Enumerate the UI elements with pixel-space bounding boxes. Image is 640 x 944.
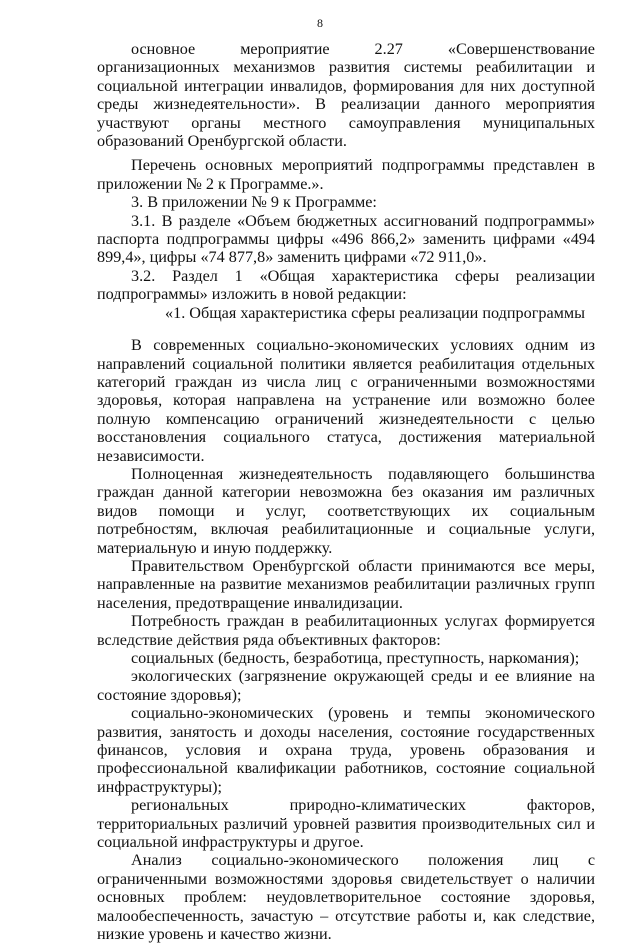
subsection-title: «1. Общая характеристика сферы реализации подпрограммы [165, 303, 586, 322]
document-body [97, 40, 595, 944]
page-number: 8 [317, 16, 323, 30]
paragraph-body-4: Потребность граждан в реабилитационных услугах формируется вследствие действия ряда объективных факторов: [97, 612, 595, 649]
paragraph-body-1: В современных социально-экономических условиях одним из направлений социальной политики является реабилитация отдельных категорий граждан из числа лиц с ограниченными возможностями здоровья, которая направлена на устранение или возможно более полную компенсацию ограничений жизнедеятельности с целью восстановления социального статуса, достижения материальной независимости. [97, 336, 595, 465]
paragraph-item-3-2: 3.2. Раздел 1 «Общая характеристика сферы реализации подпрограммы» изложить в новой редакции: [97, 266, 595, 304]
paragraph-analysis: Анализ социально-экономического положения лиц с ограниченными возможностями здоровья свидетельствует о наличии основных проблем: неудовлетворительное состояние здоровья, малообеспеченность, зачастую – отсутствие работы и, как следствие, низкие уровень и качество жизни. [97, 851, 595, 944]
factor-social: социальных (бедность, безработица, преступность, наркомания); [131, 649, 580, 667]
factor-ecological: экологических (загрязнение окружающей среды и ее влияние на состояние здоровья); [97, 667, 595, 704]
paragraph-body-3: Правительством Оренбургской области принимаются все меры, направленные на развитие механизмов реабилитации различных групп населения, предотвращение инвалидизации. [97, 556, 595, 612]
paragraph-measure-2-27: основное мероприятие 2.27 «Совершенствование организационных механизмов развития системы реабилитации и социальной интеграции инвалидов, формирования для них доступной среды жизнедеятельности». В реализации данного мероприятия участвуют органы местного самоуправления муниципальных образований Оренбургской области. [97, 40, 595, 151]
factor-socioeconomic: социально-экономических (уровень и темпы экономического развития, занятость и доходы населения, состояние государственных финансов, условия и охрана труда, уровень образования и профессиональной квалификации работников, состояние социальной инфраструктуры); [97, 704, 595, 796]
paragraph-list-reference: Перечень основных мероприятий подпрограммы представлен в приложении № 2 к Программе.». [97, 156, 595, 193]
paragraph-item-3-1: 3.1. В разделе «Объем бюджетных ассигнований подпрограммы» паспорта подпрограммы цифры «496 866,2» заменить цифрами «494 899,4», цифры «74 877,8» заменить цифрами «72 911,0». [97, 211, 595, 267]
paragraph-item-3: 3. В приложении № 9 к Программе: [131, 193, 377, 212]
factor-regional: региональных природно-климатических факторов, территориальных различий уровней развития производительных сил и социальной инфраструктуры и другое. [97, 796, 595, 852]
paragraph-body-2: Полноценная жизнедеятельность подавляющего большинства граждан данной категории невозможна без оказания им различных видов помощи и услуг, соответствующих их социальным потребностям, включая реабилитационные и социальные услуги, материальную и иную поддержку. [97, 464, 595, 557]
